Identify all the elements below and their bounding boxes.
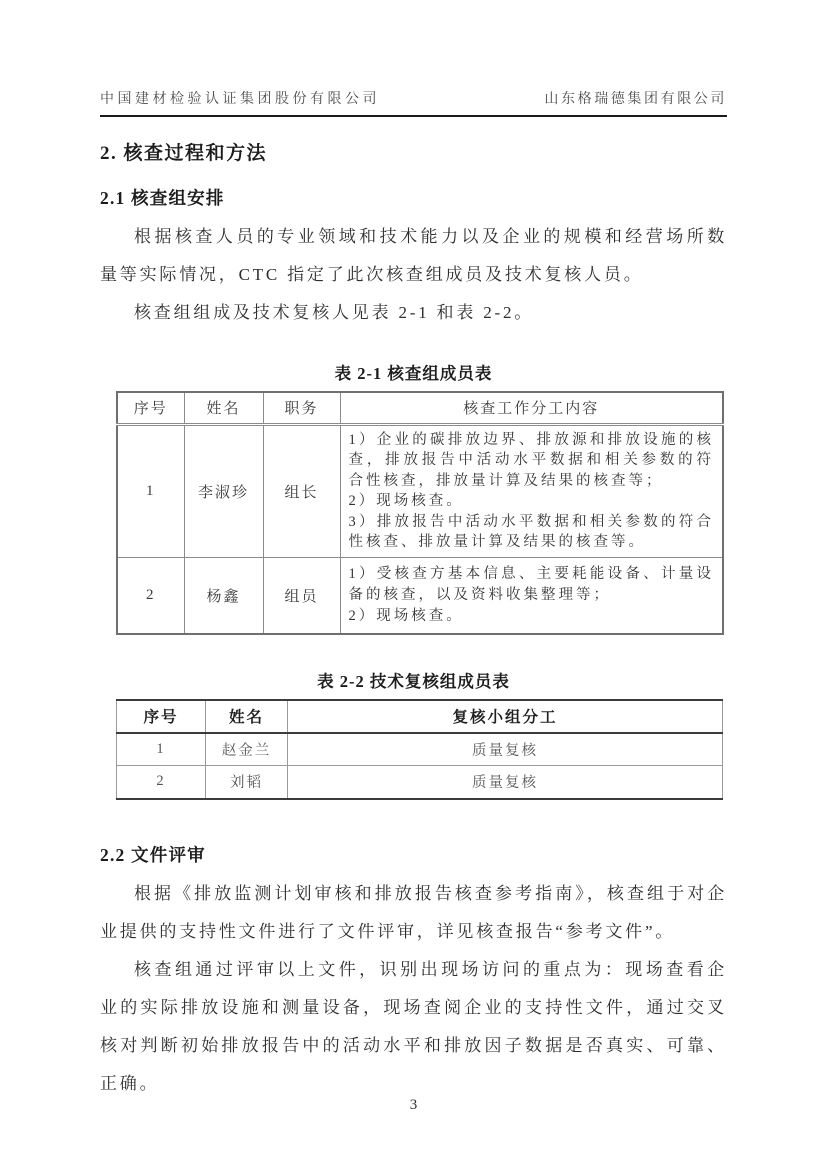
table-2-1-header-no: 序号 [117,392,184,424]
header-right-company: 山东格瑞德集团有限公司 [544,92,727,107]
table-2-1-header-row [117,392,723,424]
section-2-2-paragraph-2: 核查组通过评审以上文件，识别出现场访问的重点为：现场查看企业的实际排放设施和测量设备，现场查阅企业的支持性文件，通过交叉核对判断初始排放报告中的活动水平和排放因子数据是否真实、可靠、正确。 [100,959,727,1093]
table-2-2-caption: 表 2-2 技术复核组成员表 [317,671,510,691]
table-row [117,558,723,634]
cell-name: 赵金兰 [206,733,288,766]
cell-name: 杨鑫 [184,558,263,634]
table-2-2-header-no: 序号 [117,700,206,733]
table-2-2-header-name: 姓名 [206,700,288,733]
section-2-1-paragraph-1: 根据核查人员的专业领域和技术能力以及企业的规模和经营场所数量等实际情况，CTC 指定了此次核查组成员及技术复核人员。 [100,227,727,284]
table-2-2-header-duty: 复核小组分工 [288,700,723,733]
cell-duty: 质量复核 [288,766,723,799]
cell-role: 组员 [263,558,340,634]
cell-role: 组长 [263,424,340,558]
cell-duty: 质量复核 [288,733,723,766]
table-2-1-header-role: 职务 [263,392,340,424]
section-2-heading: 2. 核查过程和方法 [100,143,268,164]
duty-line: 1）企业的碳排放边界、排放源和排放设施的核查，排放报告中活动水平数据和相关参数的符合性核查，排放量计算及结果的核查等； [348,431,714,489]
header-left-company: 中国建材检验认证集团股份有限公司 [100,92,380,107]
cell-name: 刘韬 [206,766,288,799]
section-2-2-paragraph-1: 根据《排放监测计划审核和排放报告核查参考指南》，核查组于对企业提供的支持性文件进行了文件评审，详见核查报告“参考文件”。 [100,883,727,941]
table-row [117,733,723,766]
cell-duties [340,424,723,558]
table-2-1 [116,391,724,635]
section-2-1-heading: 2.1 核查组安排 [100,188,225,208]
page-number: 3 [409,1097,418,1113]
table-2-2 [116,699,723,800]
table-2-1-header-duties: 核查工作分工内容 [340,392,723,424]
section-2-2-heading: 2.2 文件评审 [100,844,206,865]
cell-no: 1 [117,424,184,558]
cell-no: 2 [117,558,184,634]
table-2-1-caption: 表 2-1 核查组成员表 [334,364,493,383]
duty-line: 1）受核查方基本信息、主要耗能设备、计量设备的核查，以及资料收集整理等； [348,566,714,604]
cell-no: 2 [117,766,206,799]
duty-line: 2）现场核查。 [348,493,464,510]
duty-line: 2）现场核查。 [348,607,464,624]
duty-line: 3）排放报告中活动水平数据和相关参数的符合性核查、排放量计算及结果的核查等。 [348,513,714,551]
cell-duties [340,558,723,634]
cell-name: 李淑珍 [184,424,263,558]
table-row [117,766,723,799]
running-header [100,88,727,117]
table-2-2-header-row [117,700,723,733]
cell-no: 1 [117,733,206,766]
table-2-1-header-name: 姓名 [184,392,263,424]
section-2-1-paragraph-2: 核查组组成及技术复核人见表 2-1 和表 2-2。 [134,303,535,322]
table-row [117,424,723,558]
